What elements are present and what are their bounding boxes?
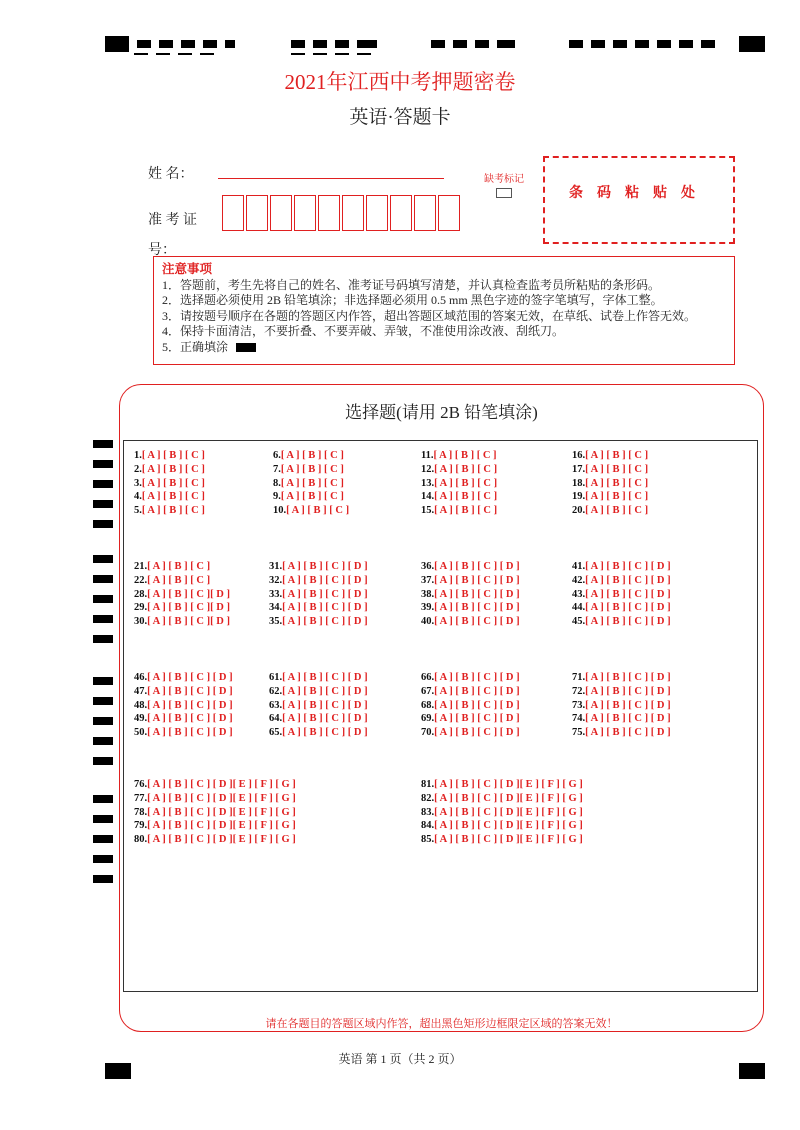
- notice-box: [153, 256, 735, 365]
- notice-item: 5．正确填涂: [162, 339, 229, 354]
- id-label: 准 考 证 号：: [148, 213, 197, 258]
- answer-row[interactable]: 41.[ A ] [ B ] [ C ] [ D ] 42.[ A ] [ B ] [ C ] [ D ] 43.[ A ] [ B ] [ C ] [ D ] 44.[ A ] [ B ] [ C ] [ D ] 45.[ A ] [ B ] [ C ] [ D ]: [572, 561, 671, 628]
- id-digit-box[interactable]: [222, 195, 244, 231]
- answer-row[interactable]: 71.[ A ] [ B ] [ C ] [ D ] 72.[ A ] [ B ] [ C ] [ D ] 73.[ A ] [ B ] [ C ] [ D ] 74.[ A ] [ B ] [ C ] [ D ] 75.[ A ] [ B ] [ C ] [ D ]: [572, 672, 671, 739]
- notice-item: 1．答题前，考生先将自己的姓名、准考证号码填写清楚，并认真检查监考员所粘贴的条形码。: [162, 277, 661, 292]
- section-title: 选择题(请用 2B 铅笔填涂): [345, 403, 538, 422]
- answer-area-note: 请在各题目的答题区域内作答，超出黑色矩形边框限定区域的答案无效！: [265, 1018, 618, 1030]
- id-digit-box[interactable]: [294, 195, 316, 231]
- absent-label: 缺考标记: [484, 174, 524, 185]
- notice-item: 3．请按题号顺序在各题的答题区内作答，超出答题区域范围的答案无效，在草纸、试卷上作答无效。: [162, 308, 697, 323]
- id-digit-box[interactable]: [342, 195, 364, 231]
- notice-title: 注意事项: [162, 262, 213, 276]
- corner-mark: [739, 1063, 765, 1079]
- answer-row[interactable]: 61.[ A ] [ B ] [ C ] [ D ] 62.[ A ] [ B ] [ C ] [ D ] 63.[ A ] [ B ] [ C ] [ D ] 64.[ A ] [ B ] [ C ] [ D ] 65.[ A ] [ B ] [ C ] [ D ]: [269, 672, 368, 739]
- answer-row[interactable]: 66.[ A ] [ B ] [ C ] [ D ] 67.[ A ] [ B ] [ C ] [ D ] 68.[ A ] [ B ] [ C ] [ D ] 69.[ A ] [ B ] [ C ] [ D ] 70.[ A ] [ B ] [ C ] [ D ]: [421, 672, 520, 739]
- answer-row[interactable]: 31.[ A ] [ B ] [ C ] [ D ] 32.[ A ] [ B ] [ C ] [ D ] 33.[ A ] [ B ] [ C ] [ D ] 34.[ A ] [ B ] [ C ] [ D ] 35.[ A ] [ B ] [ C ] [ D ]: [269, 561, 368, 628]
- name-field[interactable]: [218, 178, 444, 179]
- answer-row[interactable]: 11.[ A ] [ B ] [ C ] 12.[ A ] [ B ] [ C ] 13.[ A ] [ B ] [ C ] 14.[ A ] [ B ] [ C ] 15.[ A ] [ B ] [ C ]: [421, 450, 498, 517]
- candidate-id-boxes[interactable]: [222, 195, 462, 231]
- answer-row[interactable]: 16.[ A ] [ B ] [ C ] 17.[ A ] [ B ] [ C ] 18.[ A ] [ B ] [ C ] 19.[ A ] [ B ] [ C ] 20.[ A ] [ B ] [ C ]: [572, 450, 649, 517]
- absent-mark[interactable]: [484, 174, 524, 202]
- name-label: 姓 名：: [148, 167, 194, 182]
- absent-checkbox[interactable]: [496, 188, 512, 198]
- corner-mark: [105, 1063, 131, 1079]
- answer-row[interactable]: 76.[ A ] [ B ] [ C ] [ D ][ E ] [ F ] [ G ] 77.[ A ] [ B ] [ C ] [ D ][ E ] [ F ] [ G ] 78.[ A ] [ B ] [ C ] [ D ][ E ] [ F ] [ G ] 79.[ A ] [ B ] [ C ] [ D ][ E ] [ F ] [ G ] 80.[ A ] [ B ] [ C ] [ D ][ E ] [ F ] [ G ]: [134, 779, 296, 846]
- barcode-label: 条码粘贴处: [569, 186, 709, 201]
- answer-row[interactable]: 21.[ A ] [ B ] [ C ] 22.[ A ] [ B ] [ C ] 28.[ A ] [ B ] [ C ][ D ] 29.[ A ] [ B ] [ C ][ D ] 30.[ A ] [ B ] [ C ][ D ]: [134, 561, 230, 628]
- notice-item: 4．保持卡面清洁，不要折叠、不要弄破、弄皱，不准使用涂改液、刮纸刀。: [162, 324, 565, 338]
- answer-row[interactable]: 81.[ A ] [ B ] [ C ] [ D ][ E ] [ F ] [ G ] 82.[ A ] [ B ] [ C ] [ D ][ E ] [ F ] [ G ] 83.[ A ] [ B ] [ C ] [ D ][ E ] [ F ] [ G ] 84.[ A ] [ B ] [ C ] [ D ][ E ] [ F ] [ G ] 85.[ A ] [ B ] [ C ] [ D ][ E ] [ F ] [ G ]: [421, 779, 583, 846]
- page-number: 英语 第 1 页（共 2 页）: [338, 1052, 462, 1066]
- exam-title: 2021年江西中考押题密卷: [284, 70, 516, 94]
- id-digit-box[interactable]: [270, 195, 292, 231]
- filled-sample-mark: [236, 343, 256, 352]
- id-digit-box[interactable]: [414, 195, 436, 231]
- sheet-subtitle: 英语·答题卡: [349, 107, 451, 128]
- answer-row[interactable]: 36.[ A ] [ B ] [ C ] [ D ] 37.[ A ] [ B ] [ C ] [ D ] 38.[ A ] [ B ] [ C ] [ D ] 39.[ A ] [ B ] [ C ] [ D ] 40.[ A ] [ B ] [ C ] [ D ]: [421, 561, 520, 628]
- answer-row[interactable]: 6.[ A ] [ B ] [ C ] 7.[ A ] [ B ] [ C ] 8.[ A ] [ B ] [ C ] 9.[ A ] [ B ] [ C ] 10.[ A ] [ B ] [ C ]: [273, 450, 350, 517]
- barcode-area: [543, 156, 735, 244]
- id-digit-box[interactable]: [318, 195, 340, 231]
- id-digit-box[interactable]: [366, 195, 388, 231]
- id-digit-box[interactable]: [438, 195, 460, 231]
- answer-row[interactable]: 1.[ A ] [ B ] [ C ] 2.[ A ] [ B ] [ C ] 3.[ A ] [ B ] [ C ] 4.[ A ] [ B ] [ C ] 5.[ A ] [ B ] [ C ]: [134, 450, 205, 517]
- id-digit-box[interactable]: [390, 195, 412, 231]
- answer-row[interactable]: 46.[ A ] [ B ] [ C ] [ D ] 47.[ A ] [ B ] [ C ] [ D ] 48.[ A ] [ B ] [ C ] [ D ] 49.[ A ] [ B ] [ C ] [ D ] 50.[ A ] [ B ] [ C ] [ D ]: [134, 672, 233, 739]
- id-digit-box[interactable]: [246, 195, 268, 231]
- notice-item: 2．选择题必须使用 2B 铅笔填涂；非选择题必须用 0.5 mm 黑色字迹的签字笔填写，字体工整。: [162, 293, 663, 307]
